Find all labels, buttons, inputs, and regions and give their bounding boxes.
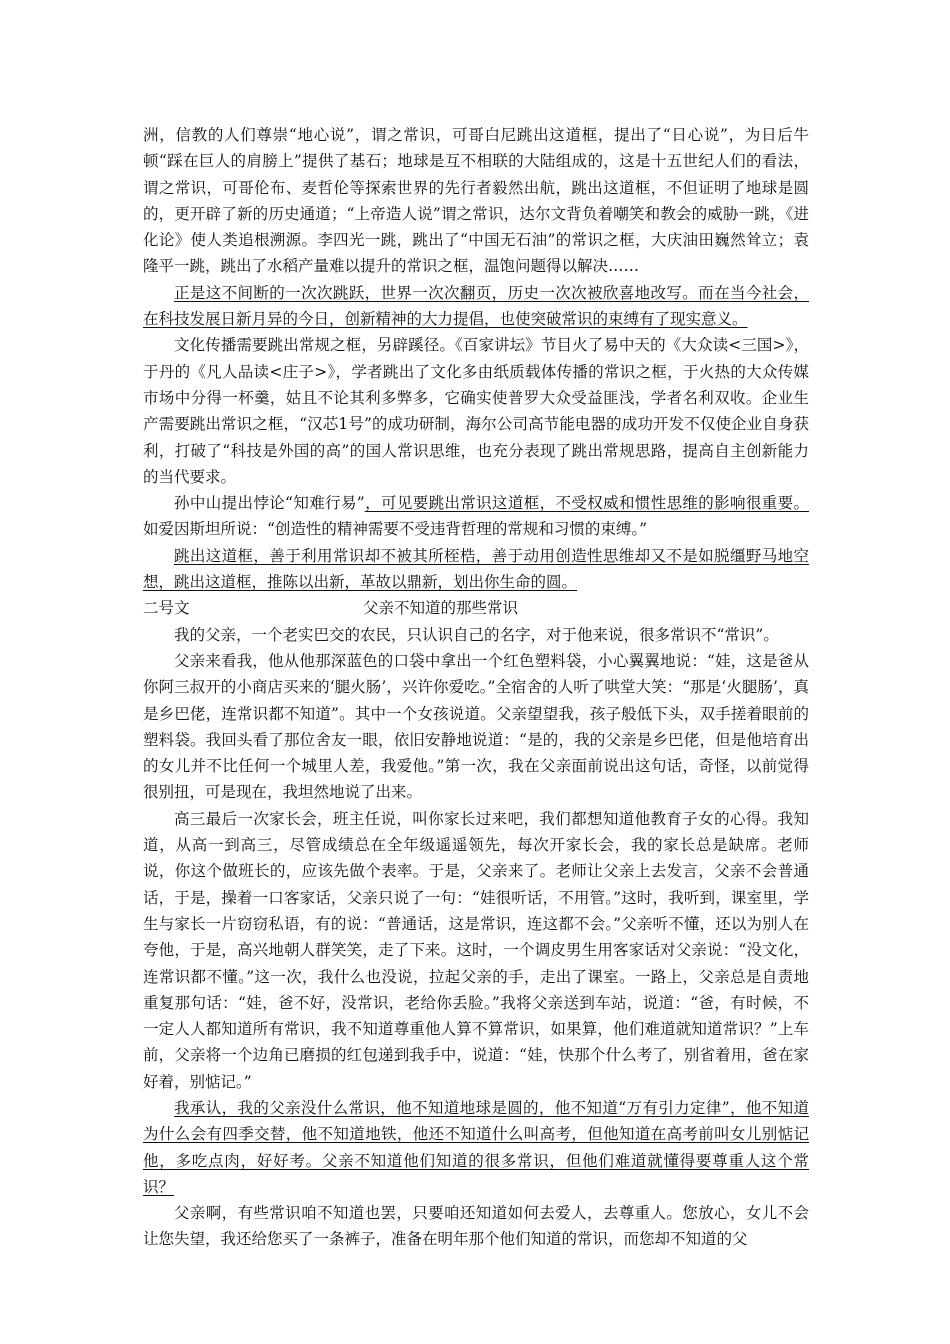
einstein-quote: 如爱因斯坦所说：“创造性的精神需要不受违背哲理的常规和习惯的束缚。” [143, 520, 648, 539]
paragraph-father-intro: 我的父亲，一个老实巴交的农民，只认识自己的名字，对于他来说，很多常识不“常识”。 [174, 625, 779, 644]
paradox-text: 孙中山提出悖论“知难行易” [174, 494, 365, 513]
document-page [143, 122, 809, 1253]
paragraph-conclusion: 跳出这道框，善于利用常识却不被其所桎梏，善于动用创造性思维却又不是如脱缰野马地空想，跳出这道框，推陈以出新，革故以鼎新，划出你生命的圆。 [143, 546, 809, 592]
essay-title: 父亲不知道的那些常识 [363, 599, 519, 618]
paragraph-leaps-summary: 正是这不间断的一次次跳跃，世界一次次翻页，历史一次次被欣喜地改写。而在当今社会，在科技发展日新月异的今日，创新精神的大力提倡，也使突破常识的束缚有了现实意义。 [143, 283, 809, 329]
essay-label: 二号文 [143, 599, 190, 618]
paragraph-parent-meeting: 高三最后一次家长会，班主任说，叫你家长过来吧，我们都想知道他教育子女的心得。我知道，从高一到高三，尽管成绩总在全年级遥遥领先，每次开家长会，我的家长总是缺席。老师说，你这个做班长的，应该先做个表率。于是，父亲来了。老师让父亲上去发言，父亲不会普通话，于是，操着一口客家话，父亲只说了一句：“娃很听话，不用管。”这时，我听到，课室里，学生与家长一片窃窃私语，有的说：“普通话，这是常识，连这都不会。”父亲听不懂，还以为别人在夸他，于是，高兴地朝人群笑笑，走了下来。这时，一个调皮男生用客家话对父亲说：“没文化，连常识都不懂。”这一次，我什么也没说，拉起父亲的手，走出了课室。一路上，父亲总是自责地重复那句话：“娃，爸不好，没常识，老给你丢脸。”我将父亲送到车站，说道：“爸，有时候，不一定人人都知道所有常识，我不知道尊重他人算不算常识，如果算，他们难道就知道常识？”上车前，父亲将一个边角已磨损的红包递到我手中，说道：“娃，快那个什么考了，别省着用，爸在家好着，别惦记。” [143, 809, 809, 1091]
paradox-conclusion: ，可见要跳出常识这道框，不受权威和惯性思维的影响很重要。 [364, 494, 809, 513]
paragraph-dormitory-visit: 父亲来看我，他从他那深蓝色的口袋中拿出一个红色塑料袋，小心翼翼地说：“娃，这是爸从你阿三叔开的小商店买来的‘腿火肠’，兴许你爱吃。”全宿舍的人听了哄堂大笑：“那是‘火腿肠’，真是乡巴佬，连常识都不知道”。其中一个女孩说道。父亲望望我，孩子般低下头，双手搓着眼前的塑料袋。我回头看了那位舍友一眼，依旧安静地说道：“是的，我的父亲是乡巴佬，但是他培育出的女儿并不比任何一个城里人差，我爱他。”第一次，我在父亲面前说出这句话，奇怪，以前觉得很别扭，可是现在，我坦然地说了出来。 [143, 651, 809, 802]
paragraph-history-examples: 洲，信教的人们尊崇“地心说”，谓之常识，可哥白尼跳出这道框，提出了“日心说”，为日后牛顿“踩在巨人的肩膀上”提供了基石；地球是互不相联的大陆组成的，这是十五世纪人们的看法，谓之常识，可哥伦布、麦哲伦等探索世界的先行者毅然出航，跳出这道框，不但证明了地球是圆的，更开辟了新的历史通道；“上帝造人说”谓之常识，达尔文背负着嘲笑和教会的威胁一跳，《进化论》使人类追根溯源。李四光一跳，跳出了“中国无石油”的常识之框，大庆油田巍然耸立；袁隆平一跳，跳出了水稻产量难以提升的常识之框，温饱问题得以解决…… [143, 126, 809, 276]
essay-heading [143, 595, 809, 621]
paragraph-culture-enterprise: 文化传播需要跳出常规之框，另辟蹊径。《百家讲坛》节目火了易中天的《大众读<三国>》，于丹的《凡人品读<庄子>》，学者跳出了文化多由纸质载体传播的常识之框，于火热的大众传媒市场中分得一杯羹，姑且不论其利多弊多，它确实使普罗大众受益匪浅，学者名利双收。企业生产需要跳出常识之框，“汉芯1号”的成功研制，海尔公司高节能电器的成功开发不仅使企业自身获利，打破了“科技是外国的高”的国人常识思维，也充分表现了跳出常规思路，提高自主创新能力的当代要求。 [143, 336, 809, 486]
paragraph-father-knowledge: 我承认，我的父亲没什么常识，他不知道地球是圆的，他不知道“万有引力定律”，他不知道为什么会有四季交替，他不知道地铁，他还不知道什么叫高考，但他知道在高考前叫女儿别惦记他，多吃点肉，好好考。父亲不知道他们知道的很多常识，但他们难道就懂得要尊重人这个常识？ [143, 1098, 809, 1196]
paragraph-sun-zhongshan [143, 490, 809, 543]
paragraph-closing: 父亲啊，有些常识咱不知道也罢，只要咱还知道如何去爱人，去尊重人。您放心，女儿不会让您失望，我还给您买了一条裤子，准备在明年那个他们知道的常识，而您却不知道的父 [143, 1204, 809, 1249]
